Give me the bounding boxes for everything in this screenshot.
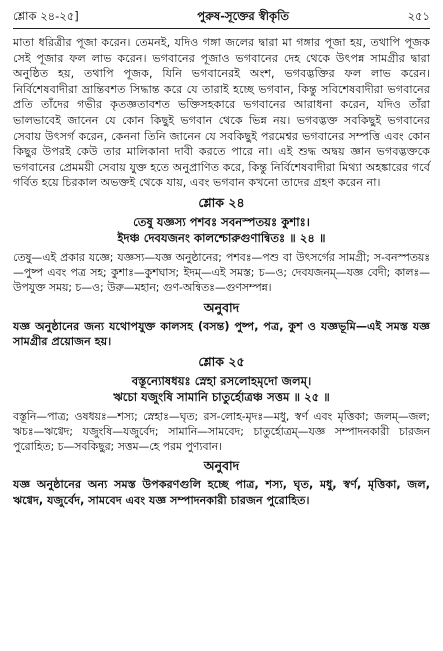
verse-25-translation-heading: অনুবাদ (203, 458, 240, 474)
purport-paragraph: মাতা ধরিত্রীর পূজা করেন। তেমনই, যদিও গঙ্গা জলের দ্বারা মা গঙ্গার পূজা হয়, তথাপি পূজক সেই পূজার ফল লাভ করেন। ভগবানের পূজাও ভগবানের দেহ থেকে উৎপন্ন সামগ্রীর দ্বারা অনুষ্ঠিত হয়, তথাপি পূজক, যিনি ভগবানেরই অংশ, ভগবদ্ভক্তির ফল লাভ করেন। নির্বিশেষবাদীরা ভ্রান্তিবশত সিদ্ধান্ত করে যে তারাই হচ্ছে ভগবান, কিন্তু সবিশেষবাদীরা ভগবানের প্রতি তাঁদের গভীর কৃতজ্ঞতাবশত ভক্তিসহকারে ভগবানের আরাধনা করেন, যদিও তাঁরা ভালভাবেই জানেন যে কোন কিছুই ভগবান থেকে ভিন্ন নয়। ভগবদ্ভক্ত সবকিছুই ভগবানের সেবায় উৎসর্গ করেন, কেননা তিনি জানেন যে সবকিছুই পরমেশ্বর ভগবানের সম্পত্তি এবং কোন কিছুর উপরই কেউ তার মালিকানা দাবী করতে পারে না। এই শুদ্ধ অদ্বয় জ্ঞান ভগবদ্ভক্তকে ভগবানের প্রেমময়ী সেবায় যুক্ত হতে অনুপ্রাণিত করে, কিন্তু নির্বিশেষবাদীরা মিথ্যা অহঙ্কারের গর্বে গর্বিত হয়ে চিরকাল অভক্তই থেকে যায়, এবং ভগবান কখনো তাদের গ্রহণ করেন না। (13, 36, 430, 190)
verse-24-synonyms: তেষু—এই প্রকার যজ্ঞে; যজ্ঞস্য—যজ্ঞ অনুষ্ঠানের; পশবঃ—পশু বা উৎসর্গের সামগ্রী; স-বনস্পতয়ঃ—পুষ্প এবং পত্র সহ; কুশাঃ—কুশঘাস; ইদম্—এই সমস্ত; চ—ও; দেবযজনম্—যজ্ঞ বেদী; কালঃ—উপযুক্ত সময়; চ—ও; উরু—মহান; গুণ-অন্বিতঃ—গুণসম্পন্ন। (13, 250, 430, 295)
header-divider (13, 28, 430, 29)
header-chapter-title: পুরুষ-সূক্তের স্বীকৃতি (197, 9, 290, 23)
verse-25-line-1: বস্তূন্যোষধয়ঃ স্নেহা রসলোহমৃদো জলম্। (131, 373, 312, 388)
page-number: ২৫১ (407, 9, 430, 23)
running-header (13, 8, 430, 26)
verse-25-translation: যজ্ঞ অনুষ্ঠানের অন্য সমস্ত উপকরণগুলি হচ্ছে পাত্র, শস্য, ঘৃত, মধু, স্বর্ণ, মৃত্তিকা, জল, ঋগ্বেদ, যজুর্বেদ, সামবেদ এবং যজ্ঞ সম্পাদনকারী চারজন পুরোহিত। (13, 478, 430, 507)
verse-24-line-1: তেষু যজ্ঞস্য পশবঃ সবনস্পতয়ঃ কুশাঃ। (133, 214, 310, 229)
verse-24-text (13, 214, 430, 246)
header-verse-range: শ্লোক ২৪-২৫] (13, 9, 79, 23)
verse-24-translation: যজ্ঞ অনুষ্ঠানের জন্য যথোপযুক্ত কালসহ (বসন্ত) পুষ্প, পত্র, কুশ ও যজ্ঞভূমি—এই সমস্ত যজ্ঞ সামগ্রীর প্রয়োজন হয়। (13, 319, 430, 349)
verse-24-line-2: ইদঞ্চ দেবযজনং কালশ্চোরুগুণান্বিতঃ ॥ ২৪ ॥ (117, 230, 326, 245)
verse-24-heading: শ্লোক ২৪ (198, 194, 245, 210)
verse-25-synonyms: বস্তূনি—পাত্র; ওষধয়ঃ—শস্য; স্নেহাঃ—ঘৃত; রস-লোহ-মৃদঃ—মধু, স্বর্ণ এবং মৃত্তিকা; জলম্—জল; ঋচঃ—ঋগ্বেদ; যজুংষি—যজুর্বেদ; সামানি—সামবেদ; চাতুর্হোত্রম্—যজ্ঞ সম্পাদনকারী চারজন পুরোহিত; চ—সবকিছুর; সত্তম—হে পরম পুণ্যবান। (13, 409, 430, 454)
verse-25-text (13, 373, 430, 405)
verse-25-line-2: ঋচো যজুংষি সামানি চাতুর্হোত্রঞ্চ সত্তম ॥ ২৫ ॥ (113, 389, 330, 404)
verse-25-heading: শ্লোক ২৫ (198, 353, 245, 369)
verse-24-translation-heading: অনুবাদ (203, 299, 240, 315)
